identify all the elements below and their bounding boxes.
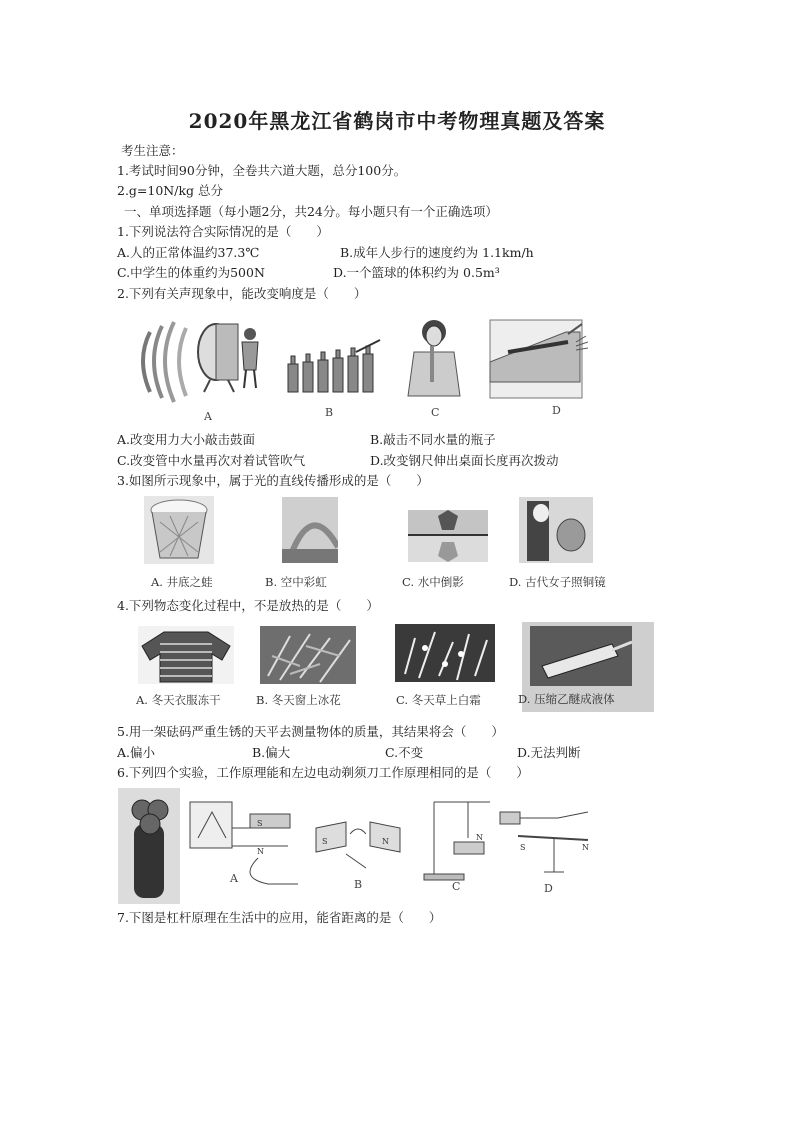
q6-b-magnet-s: S (322, 837, 328, 846)
girl-tube-illustration (408, 320, 460, 396)
q6-label-b: B (354, 878, 363, 891)
rainbow-photo (282, 497, 338, 563)
q4-caption-c: C. 冬天草上白霜 (396, 693, 481, 707)
q1-option-c: C.中学生的体重约为500N (117, 265, 265, 280)
q6-a-magnet-s: S (257, 819, 263, 828)
q3-caption-a: A. 井底之蛙 (151, 575, 213, 589)
electric-shaver-photo (118, 788, 180, 904)
q5-option-d: D.无法判断 (517, 745, 581, 760)
grass-frost-photo (395, 624, 495, 682)
q5-option-c: C.不变 (385, 745, 424, 760)
q4-caption-d: D. 压缩乙醚成液体 (518, 692, 615, 706)
notice-line-2: 2.g=10N/kg 总分 (117, 183, 224, 198)
notice-heading: 考生注意： (121, 143, 184, 158)
ruler-desk-illustration (490, 320, 588, 398)
notice-line-1: 1.考试时间90分钟，全卷共六道大题，总分100分。 (117, 163, 407, 178)
q2-label-d: D (552, 404, 561, 417)
q6-experiment-d (500, 812, 588, 872)
q1-option-b: B.成年人步行的速度约为 1.1km/h (340, 245, 534, 260)
well-frog-photo (144, 496, 214, 564)
q3-caption-d: D. 古代女子照铜镜 (509, 575, 606, 589)
q6-label-d: D (544, 882, 553, 895)
q2-figure (128, 312, 588, 424)
q6-figure (118, 788, 598, 906)
q7-stem: 7.下图是杠杆原理在生活中的应用，能省距离的是（ ） (117, 910, 442, 925)
q6-d-magnet-s: S (520, 843, 526, 852)
q6-a-magnet-n: N (257, 847, 264, 856)
q6-c-magnet-n: N (476, 833, 483, 842)
sweater-photo (138, 626, 234, 684)
q2-stem: 2.下列有关声现象中，能改变响度是（ ） (117, 286, 367, 301)
q2-option-a: A.改变用力大小敲击鼓面 (117, 432, 256, 447)
q4-caption-b: B. 冬天窗上冰花 (256, 693, 341, 707)
drum-illustration (143, 322, 258, 402)
q3-stem: 3.如图所示现象中，属于光的直线传播形成的是（ ） (117, 473, 429, 488)
q6-stem: 6.下列四个实验，工作原理能和左边电动剃须刀工作原理相同的是（ ） (117, 765, 529, 780)
q6-label-c: C (452, 880, 461, 893)
q2-label-a: A (204, 410, 212, 423)
q5-stem: 5.用一架砝码严重生锈的天平去测量物体的质量，其结果将会（ ） (117, 724, 504, 739)
q3-caption-c: C. 水中倒影 (402, 575, 464, 589)
section-heading: 一、单项选择题（每小题2分，共24分。每小题只有一个正确选项） (124, 204, 498, 219)
q2-option-d: D.改变钢尺伸出桌面长度再次拨动 (370, 453, 559, 468)
q6-label-a: A (230, 872, 238, 885)
q1-stem: 1.下列说法符合实际情况的是（ ） (117, 224, 329, 239)
q5-option-b: B.偏大 (252, 745, 291, 760)
q2-label-c: C (431, 406, 440, 419)
q6-b-magnet-n: N (382, 837, 389, 846)
window-frost-photo (260, 626, 356, 684)
q1-option-a: A.人的正常体温约37.3℃ (117, 245, 260, 260)
q6-d-magnet-n: N (582, 843, 589, 852)
page-title: 2020年黑龙江省鹤岗市中考物理真题及答案 (188, 109, 606, 133)
q3-caption-b: B. 空中彩虹 (265, 575, 327, 589)
q1-option-d: D.一个篮球的体积约为 0.5m³ (333, 265, 500, 280)
q2-label-b: B (325, 406, 334, 419)
q4-caption-a: A. 冬天衣服冻干 (136, 693, 221, 707)
bottles-illustration (288, 340, 380, 392)
water-reflection-photo (408, 510, 488, 562)
q4-stem: 4.下列物态变化过程中，不是放热的是（ ） (117, 598, 379, 613)
bronze-mirror-photo (519, 497, 593, 563)
q6-experiment-a (190, 802, 298, 884)
q5-option-a: A.偏小 (117, 745, 156, 760)
q2-option-c: C.改变管中水量再次对着试管吹气 (117, 453, 306, 468)
q2-option-b: B.敲击不同水量的瓶子 (370, 432, 496, 447)
